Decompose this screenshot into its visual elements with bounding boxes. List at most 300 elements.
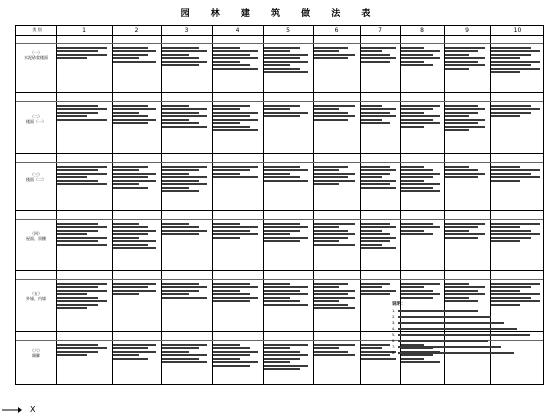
text-line	[264, 64, 290, 66]
text-line	[445, 64, 485, 66]
text-line	[361, 344, 390, 346]
table-cell	[490, 221, 545, 269]
text-line	[264, 230, 300, 232]
text-line	[314, 297, 355, 299]
text-line	[361, 223, 390, 225]
text-line	[491, 112, 531, 114]
text-line	[361, 173, 390, 175]
table-cell	[400, 164, 444, 209]
table-cell	[444, 221, 490, 269]
text-line	[57, 244, 107, 246]
header-col-4: 4	[235, 27, 240, 34]
table-cell	[313, 342, 360, 383]
text-line	[162, 105, 189, 107]
table-cell	[400, 103, 444, 152]
text-line	[314, 230, 348, 232]
text-line	[491, 105, 531, 107]
table-cell	[56, 221, 112, 269]
text-line	[213, 122, 240, 124]
text-line	[314, 351, 348, 353]
text-line	[162, 112, 199, 114]
text-line	[361, 230, 382, 232]
text-line	[361, 61, 390, 63]
row-label-1: （一） 水泥砂浆楼面	[24, 50, 48, 60]
text-line	[264, 240, 300, 242]
text-line	[491, 64, 531, 66]
text-line	[264, 108, 290, 110]
text-line	[213, 351, 258, 353]
text-line	[491, 233, 540, 235]
row-label-4: （四） 屋面、顶棚	[26, 231, 46, 241]
text-line	[361, 283, 390, 285]
text-line	[401, 297, 433, 299]
text-line	[314, 233, 355, 235]
text-line	[314, 226, 339, 228]
text-line	[401, 226, 440, 228]
text-line	[491, 240, 520, 242]
text-line	[162, 64, 199, 66]
text-line	[398, 346, 501, 348]
text-line	[401, 126, 424, 128]
text-line	[491, 173, 531, 175]
text-line	[264, 365, 308, 367]
text-line	[264, 300, 300, 302]
text-line	[445, 129, 469, 131]
text-line	[113, 180, 156, 182]
text-line	[57, 115, 87, 117]
text-line	[113, 57, 139, 59]
text-line	[213, 226, 258, 228]
text-line	[491, 54, 531, 56]
text-line	[162, 54, 189, 56]
header-col-1: 1	[82, 27, 86, 34]
text-line	[162, 183, 207, 185]
table-cell	[313, 221, 360, 269]
text-line	[162, 283, 199, 285]
text-line	[264, 112, 308, 114]
note-number: 8.	[392, 351, 396, 355]
text-line	[113, 237, 139, 239]
text-line	[57, 105, 98, 107]
table-cell	[263, 342, 313, 383]
text-line	[57, 223, 98, 225]
note-number: 5.	[392, 333, 396, 337]
text-line	[314, 169, 339, 171]
subrow-divider	[16, 101, 543, 102]
text-line	[113, 61, 156, 63]
text-line	[57, 237, 107, 239]
text-line	[361, 286, 382, 288]
text-line	[57, 169, 98, 171]
text-line	[445, 230, 469, 232]
table-cell	[313, 103, 360, 152]
text-line	[213, 297, 258, 299]
text-line	[57, 344, 98, 346]
notes-block	[392, 302, 542, 382]
text-line	[361, 358, 396, 360]
text-line	[401, 54, 433, 56]
text-line	[491, 47, 531, 49]
text-line	[113, 344, 156, 346]
text-line	[314, 244, 355, 246]
text-line	[264, 304, 308, 306]
text-line	[57, 50, 98, 52]
text-line	[361, 293, 390, 295]
table-cell	[263, 281, 313, 330]
text-line	[445, 61, 478, 63]
text-line	[57, 354, 87, 356]
note-item	[392, 350, 542, 356]
text-line	[113, 247, 156, 249]
header-col-8: 8	[420, 27, 424, 34]
table-cell	[313, 45, 360, 91]
text-line	[314, 286, 339, 288]
text-line	[57, 176, 87, 178]
text-line	[113, 354, 139, 356]
text-line	[213, 108, 240, 110]
text-line	[445, 176, 478, 178]
text-line	[162, 223, 189, 225]
text-line	[264, 351, 300, 353]
text-line	[213, 61, 240, 63]
text-line	[314, 173, 355, 175]
row-divider	[16, 210, 543, 211]
text-line	[361, 115, 396, 117]
text-line	[401, 166, 424, 168]
text-line	[314, 57, 348, 59]
text-line	[314, 115, 355, 117]
text-line	[162, 354, 207, 356]
text-line	[113, 50, 156, 52]
text-line	[361, 354, 390, 356]
table-cell	[161, 342, 212, 383]
text-line	[445, 226, 478, 228]
text-line	[213, 68, 258, 70]
table-cell	[400, 221, 444, 269]
text-line	[401, 108, 433, 110]
text-line	[401, 122, 440, 124]
table-cell	[212, 221, 263, 269]
text-line	[445, 283, 469, 285]
text-line	[162, 187, 189, 189]
text-line	[213, 166, 258, 168]
text-line	[264, 47, 300, 49]
text-line	[264, 61, 308, 63]
text-line	[57, 47, 107, 49]
text-line	[113, 108, 156, 110]
text-line	[213, 365, 250, 367]
text-line	[162, 50, 207, 52]
text-line	[401, 119, 433, 121]
text-line	[213, 354, 250, 356]
text-line	[398, 328, 517, 330]
text-line	[264, 50, 290, 52]
text-line	[162, 173, 189, 175]
text-line	[113, 358, 148, 360]
table-cell	[313, 164, 360, 209]
table-cell	[161, 164, 212, 209]
text-line	[57, 230, 98, 232]
text-line	[213, 358, 240, 360]
header-col-9: 9	[465, 27, 469, 34]
text-line	[314, 176, 348, 178]
text-line	[264, 290, 300, 292]
text-line	[57, 166, 107, 168]
text-line	[361, 187, 396, 189]
text-line	[445, 126, 485, 128]
text-line	[213, 112, 258, 114]
text-line	[57, 173, 107, 175]
text-line	[491, 223, 540, 225]
table-cell	[112, 342, 161, 383]
text-line	[314, 283, 348, 285]
text-line	[264, 344, 308, 346]
header-col-10: 10	[513, 27, 522, 34]
notes-list	[392, 308, 542, 356]
text-line	[213, 50, 258, 52]
text-line	[113, 173, 156, 175]
text-line	[401, 187, 433, 189]
text-line	[314, 119, 348, 121]
text-line	[401, 64, 433, 66]
text-line	[398, 352, 514, 354]
table-cell	[56, 45, 112, 91]
text-line	[401, 57, 440, 59]
text-line	[361, 347, 382, 349]
text-line	[162, 119, 189, 121]
text-line	[162, 47, 199, 49]
text-line	[401, 223, 433, 225]
note-number: 6.	[392, 339, 396, 343]
text-line	[361, 176, 382, 178]
text-line	[113, 47, 148, 49]
text-line	[162, 358, 199, 360]
text-line	[361, 240, 390, 242]
text-line	[361, 183, 390, 185]
text-line	[113, 112, 139, 114]
text-line	[113, 115, 148, 117]
text-line	[57, 180, 98, 182]
note-number: 1.	[392, 309, 396, 313]
text-line	[491, 68, 540, 70]
text-line	[445, 237, 478, 239]
table-cell	[212, 164, 263, 209]
header-col-6: 6	[334, 27, 339, 34]
text-line	[162, 347, 199, 349]
text-line	[401, 286, 424, 288]
text-line	[361, 247, 396, 249]
text-line	[398, 316, 491, 318]
text-line	[445, 115, 469, 117]
text-line	[401, 169, 433, 171]
text-line	[113, 169, 139, 171]
text-line	[213, 223, 240, 225]
table-cell	[360, 103, 400, 152]
text-line	[57, 297, 98, 299]
row-label-5: （五） 外墙、内墙	[26, 291, 46, 301]
text-line	[314, 108, 339, 110]
axis-arrow-icon	[2, 404, 22, 416]
table-cell	[112, 281, 161, 330]
text-line	[213, 237, 240, 239]
header-col-7: 7	[378, 27, 382, 34]
text-line	[113, 183, 139, 185]
text-line	[491, 176, 540, 178]
text-line	[57, 283, 107, 285]
text-line	[213, 300, 250, 302]
text-line	[213, 57, 258, 59]
text-line	[491, 283, 540, 285]
text-line	[314, 54, 355, 56]
text-line	[162, 233, 199, 235]
text-line	[162, 226, 199, 228]
text-line	[398, 322, 504, 324]
text-line	[264, 361, 290, 363]
text-line	[57, 108, 107, 110]
text-line	[113, 226, 148, 228]
text-line	[314, 307, 355, 309]
text-line	[445, 68, 469, 70]
text-line	[401, 290, 433, 292]
text-line	[213, 169, 250, 171]
text-line	[445, 105, 478, 107]
text-line	[162, 57, 199, 59]
text-line	[113, 230, 156, 232]
table-cell	[212, 281, 263, 330]
text-line	[361, 108, 396, 110]
table-cell	[490, 45, 545, 91]
text-line	[264, 223, 300, 225]
table-cell	[263, 164, 313, 209]
text-line	[213, 47, 240, 49]
text-line	[57, 183, 107, 185]
text-line	[445, 119, 485, 121]
text-line	[264, 176, 300, 178]
text-line	[491, 169, 540, 171]
table-cell	[161, 45, 212, 91]
text-line	[57, 226, 107, 228]
text-line	[57, 54, 107, 56]
text-line	[361, 237, 396, 239]
text-line	[213, 105, 250, 107]
text-line	[57, 290, 107, 292]
text-line	[264, 358, 300, 360]
text-line	[314, 105, 355, 107]
text-line	[213, 176, 258, 178]
text-line	[57, 351, 98, 353]
text-line	[162, 351, 189, 353]
text-line	[361, 169, 396, 171]
text-line	[162, 126, 207, 128]
text-line	[264, 297, 290, 299]
text-line	[213, 230, 250, 232]
text-line	[314, 237, 348, 239]
table-cell	[56, 164, 112, 209]
text-line	[264, 105, 300, 107]
text-line	[314, 166, 348, 168]
text-line	[264, 283, 290, 285]
text-line	[314, 344, 355, 346]
text-line	[57, 233, 87, 235]
row-divider	[16, 35, 543, 36]
text-line	[162, 122, 199, 124]
subrow-divider	[16, 219, 543, 220]
text-line	[113, 176, 148, 178]
text-line	[491, 180, 520, 182]
text-line	[361, 233, 390, 235]
text-line	[57, 119, 107, 121]
table-cell	[490, 164, 545, 209]
table-cell	[313, 281, 360, 330]
table-cell	[444, 45, 490, 91]
text-line	[213, 126, 250, 128]
text-line	[162, 190, 199, 192]
note-number: 4.	[392, 327, 396, 331]
text-line	[314, 112, 348, 114]
text-line	[401, 50, 440, 52]
text-line	[213, 129, 258, 131]
notes-title: 说明：	[392, 302, 406, 307]
text-line	[213, 283, 250, 285]
text-line	[113, 54, 148, 56]
text-line	[445, 112, 478, 114]
text-line	[361, 119, 382, 121]
text-line	[401, 293, 440, 295]
subrow-divider	[16, 279, 543, 280]
text-line	[445, 169, 478, 171]
text-line	[445, 173, 485, 175]
text-line	[361, 226, 396, 228]
row-divider	[16, 270, 543, 271]
text-line	[162, 361, 207, 363]
text-line	[264, 180, 308, 182]
table-cell	[212, 342, 263, 383]
text-line	[491, 115, 520, 117]
text-line	[113, 351, 156, 353]
text-line	[162, 166, 207, 168]
table-cell	[212, 45, 263, 91]
text-line	[491, 290, 520, 292]
text-line	[213, 233, 258, 235]
text-line	[491, 286, 531, 288]
table-cell	[112, 45, 161, 91]
header-col-5: 5	[286, 27, 290, 34]
text-line	[162, 286, 207, 288]
text-line	[445, 290, 478, 292]
text-line	[491, 230, 531, 232]
table-cell	[56, 342, 112, 383]
text-line	[213, 344, 240, 346]
subrow-divider	[16, 162, 543, 163]
text-line	[361, 166, 390, 168]
text-line	[57, 112, 98, 114]
text-line	[162, 180, 199, 182]
text-line	[445, 57, 485, 59]
text-line	[113, 244, 148, 246]
text-line	[401, 230, 424, 232]
text-line	[361, 57, 396, 59]
text-line	[361, 105, 382, 107]
text-line	[314, 180, 355, 182]
text-line	[162, 115, 207, 117]
text-line	[264, 166, 300, 168]
header-col-2: 2	[134, 27, 139, 34]
text-line	[113, 286, 148, 288]
text-line	[264, 71, 308, 73]
text-line	[162, 108, 207, 110]
text-line	[361, 244, 382, 246]
note-number: 7.	[392, 345, 396, 349]
